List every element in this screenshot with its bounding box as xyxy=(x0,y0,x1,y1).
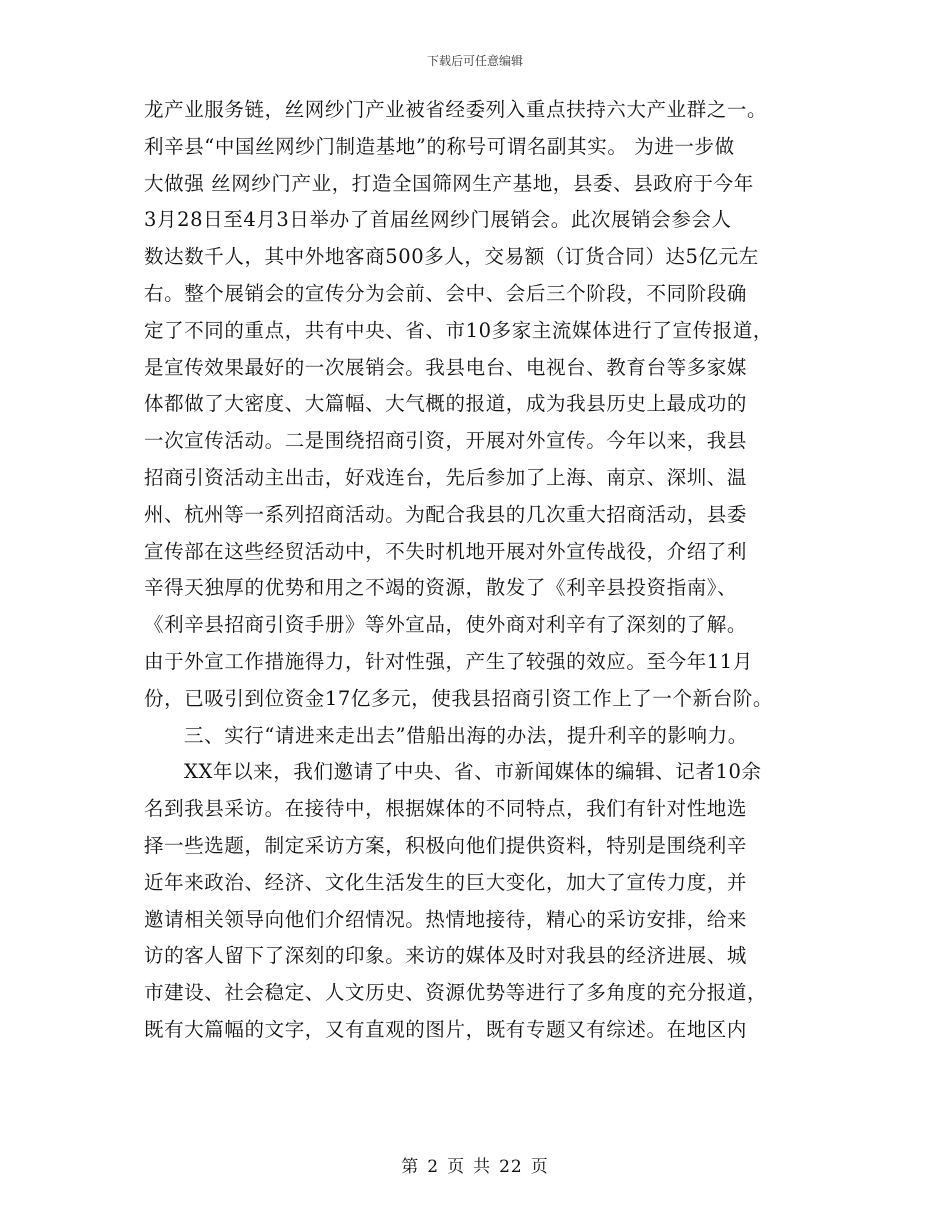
body-line: 州、杭州等一系列招商活动。为配合我县的几次重大招商活动，县委 xyxy=(144,502,748,526)
body-line: 由于外宣工作措施得力，针对性强，产生了较强的效应。至今年11月 xyxy=(144,649,753,673)
body-line: 既有大篇幅的文字，又有直观的图片，既有专题又有综述。在地区内 xyxy=(144,1017,748,1041)
footer-total-pages: 22 xyxy=(499,1157,523,1177)
body-line: 择一些选题，制定采访方案，积极向他们提供资料，特别是围绕利辛 xyxy=(144,833,748,857)
body-line: 市建设、社会稳定、人文历史、资源优势等进行了多角度的充分报道， xyxy=(144,981,768,1005)
body-line: 龙产业服务链，丝网纱门产业被省经委列入重点扶持六大产业群之一。 xyxy=(144,98,768,121)
section-heading: 三、实行“请进来走出去”借船出海的办法，提升利辛的影响力。 xyxy=(184,723,748,747)
body-line: 宣传部在这些经贸活动中，不失时机地开展对外宣传战役，介绍了利 xyxy=(144,539,748,563)
body-line: 名到我县采访。在接待中，根据媒体的不同特点，我们有针对性地选 xyxy=(144,797,748,821)
body-line: 是宣传效果最好的一次展销会。我县电台、电视台、教育台等多家媒 xyxy=(144,355,748,379)
body-line: 近年来政治、经济、文化生活发生的巨大变化，加大了宣传力度，并 xyxy=(144,870,748,894)
footer-page-label: 第 xyxy=(401,1157,420,1177)
body-line: 体都做了大密度、大篇幅、大气概的报道，成为我县历史上最成功的 xyxy=(144,392,748,416)
body-line: 《利辛县招商引资手册》等外宣品，使外商对利辛有了深刻的了解。 xyxy=(144,613,748,637)
page-header-note: 下载后可任意编辑 xyxy=(426,54,523,68)
footer-total-unit: 页 xyxy=(530,1157,549,1177)
body-line: 一次宣传活动。二是围绕招商引资，开展对外宣传。今年以来，我县 xyxy=(144,429,748,453)
document-body xyxy=(144,92,824,1049)
footer-total-label: 共 xyxy=(473,1157,492,1177)
body-line: 招商引资活动主出击，好戏连台，先后参加了上海、南京、深圳、温 xyxy=(144,465,748,489)
body-line: 辛得天独厚的优势和用之不竭的资源，散发了《利辛县投资指南》、 xyxy=(144,576,738,600)
body-line: XX年以来，我们邀请了中央、省、市新闻媒体的编辑、记者10余 xyxy=(184,760,762,784)
page-footer xyxy=(0,1152,950,1177)
body-line: 数达数千人，其中外地客商500多人，交易额（订货合同）达5亿元左 xyxy=(144,245,759,269)
footer-page-number: 2 xyxy=(427,1157,440,1177)
body-line: 右。整个展销会的宣传分为会前、会中、会后三个阶段，不同阶段确 xyxy=(144,281,748,305)
body-line: 定了不同的重点，共有中央、省、市10多家主流媒体进行了宣传报道， xyxy=(144,318,774,342)
body-line: 邀请相关领导向他们介绍情况。热情地接待，精心的采访安排，给来 xyxy=(144,907,748,931)
body-line: 利辛县“中国丝网纱门制造基地”的称号可谓名副其实。 为进一步做 xyxy=(144,134,735,158)
body-line: 大做强 丝网纱门产业，打造全国筛网生产基地，县委、县政府于今年 xyxy=(144,171,754,195)
body-line: 3月28日至4月3日举办了首届丝网纱门展销会。此次展销会参会人 xyxy=(144,208,732,232)
body-line: 访的客人留下了深刻的印象。来访的媒体及时对我县的经济进展、城 xyxy=(144,944,748,968)
body-line: 份，已吸引到位资金17亿多元，使我县招商引资工作上了一个新台阶。 xyxy=(144,686,774,710)
footer-page-unit: 页 xyxy=(447,1157,466,1177)
